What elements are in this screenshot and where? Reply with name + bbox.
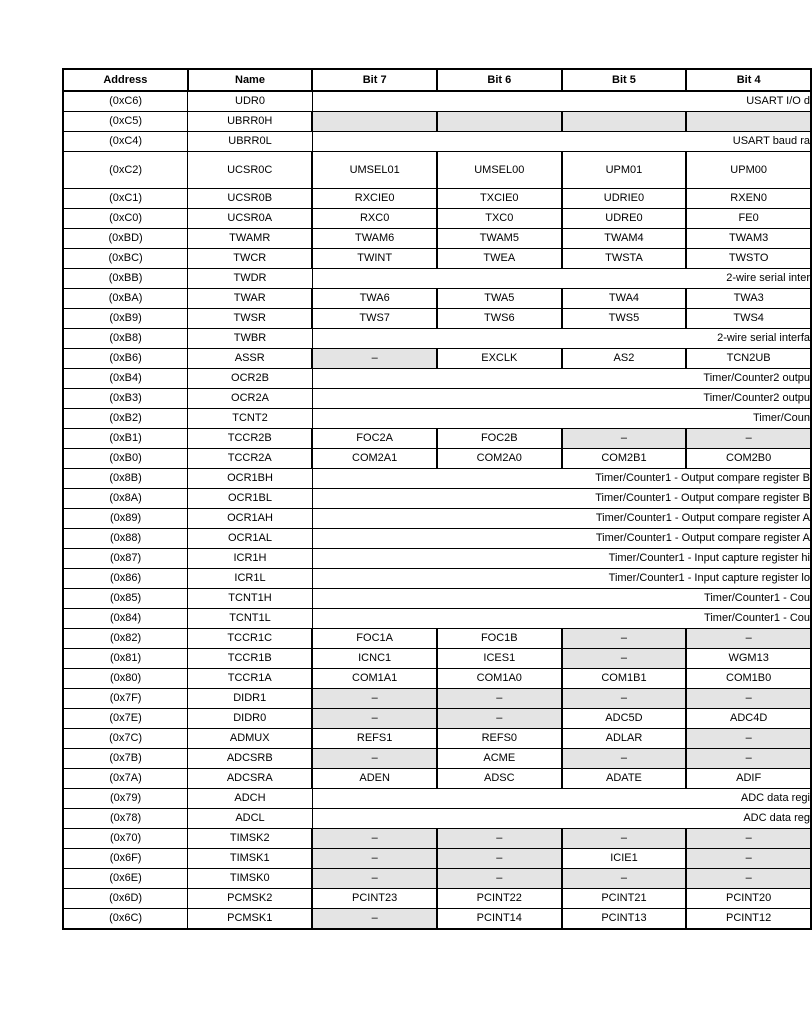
table-body — [63, 91, 811, 929]
table-row — [63, 389, 811, 409]
table-row — [63, 529, 811, 549]
register-address: (0x6F) — [63, 849, 188, 869]
bit-cell: PCINT23 — [312, 889, 437, 909]
table-row — [63, 589, 811, 609]
bit-cell: ADIF — [686, 769, 811, 789]
bit-cell: TWAM5 — [437, 229, 562, 249]
table-row — [63, 649, 811, 669]
register-address: (0xC4) — [63, 132, 188, 152]
register-name: TWAR — [188, 289, 313, 309]
register-description: Timer/Counter1 - Output compare register B — [312, 469, 811, 489]
bit-cell: TWA3 — [686, 289, 811, 309]
bit-cell: TXC0 — [437, 209, 562, 229]
table-row — [63, 809, 811, 829]
register-description: USART I/O d — [312, 91, 811, 112]
register-name: ADCH — [188, 789, 313, 809]
bit-cell: – — [312, 829, 437, 849]
register-address: (0xB3) — [63, 389, 188, 409]
table-row — [63, 349, 811, 369]
register-address: (0x8B) — [63, 469, 188, 489]
bit-cell: FE0 — [686, 209, 811, 229]
bit-cell: PCINT14 — [437, 909, 562, 930]
table-row — [63, 229, 811, 249]
bit-cell: – — [686, 749, 811, 769]
table-row — [63, 132, 811, 152]
bit-cell: TWA4 — [562, 289, 687, 309]
bit-cell: RXC0 — [312, 209, 437, 229]
register-address: (0xB2) — [63, 409, 188, 429]
register-address: (0x87) — [63, 549, 188, 569]
table-row — [63, 152, 811, 189]
register-address: (0x80) — [63, 669, 188, 689]
register-name: TWSR — [188, 309, 313, 329]
table-row — [63, 889, 811, 909]
bit-cell: TWS4 — [686, 309, 811, 329]
table-row — [63, 112, 811, 132]
register-address: (0x7E) — [63, 709, 188, 729]
register-address: (0xB4) — [63, 369, 188, 389]
register-name: ICR1H — [188, 549, 313, 569]
bit-cell: COM1A0 — [437, 669, 562, 689]
table-row — [63, 509, 811, 529]
bit-cell: UPM01 — [562, 152, 687, 189]
bit-cell: – — [312, 869, 437, 889]
register-name: ASSR — [188, 349, 313, 369]
register-name: OCR1BL — [188, 489, 313, 509]
bit-cell — [562, 112, 687, 132]
bit-cell: – — [312, 849, 437, 869]
table-row — [63, 289, 811, 309]
register-address: (0xC5) — [63, 112, 188, 132]
register-address: (0x8A) — [63, 489, 188, 509]
bit-cell — [437, 112, 562, 132]
register-name: TCNT2 — [188, 409, 313, 429]
table-row — [63, 329, 811, 349]
bit-cell: – — [562, 429, 687, 449]
register-description: Timer/Counter2 outpu — [312, 369, 811, 389]
bit-cell: TWAM3 — [686, 229, 811, 249]
bit-cell: PCINT22 — [437, 889, 562, 909]
register-address: (0xB0) — [63, 449, 188, 469]
register-name: PCMSK1 — [188, 909, 313, 930]
table-row — [63, 269, 811, 289]
bit-cell: WGM13 — [686, 649, 811, 669]
register-address: (0x7B) — [63, 749, 188, 769]
register-description: Timer/Counter1 - Cou — [312, 589, 811, 609]
register-name: UBRR0H — [188, 112, 313, 132]
register-name: UDR0 — [188, 91, 313, 112]
register-name: UCSR0B — [188, 189, 313, 209]
register-address: (0xBC) — [63, 249, 188, 269]
bit-cell — [686, 112, 811, 132]
table-row — [63, 409, 811, 429]
register-name: TCNT1H — [188, 589, 313, 609]
bit-cell: COM2B0 — [686, 449, 811, 469]
register-description: Timer/Coun — [312, 409, 811, 429]
bit-cell: – — [437, 849, 562, 869]
bit-cell: – — [562, 869, 687, 889]
register-name: OCR1BH — [188, 469, 313, 489]
table-row — [63, 829, 811, 849]
bit-cell: – — [562, 749, 687, 769]
bit-cell: COM1B0 — [686, 669, 811, 689]
register-name: TWCR — [188, 249, 313, 269]
column-header-bit4: Bit 4 — [686, 69, 811, 91]
bit-cell: EXCLK — [437, 349, 562, 369]
register-name: TIMSK0 — [188, 869, 313, 889]
bit-cell: COM2A1 — [312, 449, 437, 469]
table-row — [63, 629, 811, 649]
register-address: (0x7F) — [63, 689, 188, 709]
bit-cell: COM2A0 — [437, 449, 562, 469]
register-address: (0x81) — [63, 649, 188, 669]
register-table-viewport — [62, 68, 810, 948]
bit-cell: UDRIE0 — [562, 189, 687, 209]
register-address: (0x6D) — [63, 889, 188, 909]
bit-cell: – — [686, 689, 811, 709]
register-address: (0xBB) — [63, 269, 188, 289]
bit-cell: – — [562, 629, 687, 649]
table-row — [63, 429, 811, 449]
column-header-name: Name — [188, 69, 313, 91]
table-row — [63, 749, 811, 769]
bit-cell: – — [686, 869, 811, 889]
register-address: (0xB1) — [63, 429, 188, 449]
bit-cell: ADATE — [562, 769, 687, 789]
register-address: (0x88) — [63, 529, 188, 549]
register-address: (0xBD) — [63, 229, 188, 249]
register-summary-table — [62, 68, 812, 930]
register-address: (0x7A) — [63, 769, 188, 789]
register-address: (0xB9) — [63, 309, 188, 329]
register-description: Timer/Counter1 - Input capture register lo — [312, 569, 811, 589]
register-address: (0xB6) — [63, 349, 188, 369]
bit-cell: FOC2A — [312, 429, 437, 449]
bit-cell: COM2B1 — [562, 449, 687, 469]
bit-cell: – — [562, 689, 687, 709]
bit-cell: RXEN0 — [686, 189, 811, 209]
register-name: ADCSRB — [188, 749, 313, 769]
register-description: Timer/Counter1 - Output compare register A — [312, 529, 811, 549]
bit-cell: UMSEL00 — [437, 152, 562, 189]
column-header-address: Address — [63, 69, 188, 91]
bit-cell: TWA5 — [437, 289, 562, 309]
register-address: (0xB8) — [63, 329, 188, 349]
table-row — [63, 849, 811, 869]
register-address: (0x79) — [63, 789, 188, 809]
bit-cell: TXCIE0 — [437, 189, 562, 209]
table-row — [63, 249, 811, 269]
bit-cell: COM1A1 — [312, 669, 437, 689]
bit-cell: – — [686, 429, 811, 449]
register-name: ADCSRA — [188, 769, 313, 789]
register-name: TCCR1B — [188, 649, 313, 669]
table-row — [63, 189, 811, 209]
register-name: UCSR0C — [188, 152, 313, 189]
bit-cell: RXCIE0 — [312, 189, 437, 209]
table-row — [63, 309, 811, 329]
bit-cell: TWS7 — [312, 309, 437, 329]
table-row — [63, 769, 811, 789]
register-name: OCR1AL — [188, 529, 313, 549]
bit-cell: TWINT — [312, 249, 437, 269]
register-name: TCCR2A — [188, 449, 313, 469]
bit-cell: – — [437, 709, 562, 729]
register-name: OCR1AH — [188, 509, 313, 529]
bit-cell: – — [312, 749, 437, 769]
table-row — [63, 669, 811, 689]
register-name: OCR2B — [188, 369, 313, 389]
register-description: Timer/Counter1 - Input capture register hi — [312, 549, 811, 569]
bit-cell: TWAM6 — [312, 229, 437, 249]
register-address: (0x82) — [63, 629, 188, 649]
bit-cell: REFS1 — [312, 729, 437, 749]
bit-cell: – — [437, 869, 562, 889]
bit-cell: ADEN — [312, 769, 437, 789]
table-row — [63, 209, 811, 229]
register-name: TCNT1L — [188, 609, 313, 629]
bit-cell: – — [437, 689, 562, 709]
register-address: (0x6E) — [63, 869, 188, 889]
register-description: Timer/Counter1 - Output compare register B — [312, 489, 811, 509]
table-header-row — [63, 69, 811, 91]
bit-cell: ICIE1 — [562, 849, 687, 869]
register-name: TCCR2B — [188, 429, 313, 449]
register-name: DIDR1 — [188, 689, 313, 709]
bit-cell: UPM00 — [686, 152, 811, 189]
register-description: 2-wire serial inter — [312, 269, 811, 289]
register-description: Timer/Counter1 - Output compare register A — [312, 509, 811, 529]
bit-cell: COM1B1 — [562, 669, 687, 689]
bit-cell: FOC1B — [437, 629, 562, 649]
register-description: ADC data reg — [312, 809, 811, 829]
bit-cell: ICES1 — [437, 649, 562, 669]
bit-cell: – — [312, 909, 437, 930]
register-address: (0x6C) — [63, 909, 188, 930]
bit-cell: ADSC — [437, 769, 562, 789]
bit-cell: TWSTA — [562, 249, 687, 269]
bit-cell: PCINT12 — [686, 909, 811, 930]
register-address: (0xBA) — [63, 289, 188, 309]
bit-cell: – — [312, 709, 437, 729]
bit-cell: FOC1A — [312, 629, 437, 649]
bit-cell: ADC5D — [562, 709, 687, 729]
register-address: (0xC1) — [63, 189, 188, 209]
register-address: (0xC0) — [63, 209, 188, 229]
bit-cell: TWS6 — [437, 309, 562, 329]
column-header-bit7: Bit 7 — [312, 69, 437, 91]
register-description: Timer/Counter2 outpu — [312, 389, 811, 409]
table-row — [63, 489, 811, 509]
table-row — [63, 789, 811, 809]
register-description: USART baud ra — [312, 132, 811, 152]
table-row — [63, 91, 811, 112]
register-address: (0x89) — [63, 509, 188, 529]
register-name: TCCR1C — [188, 629, 313, 649]
register-address: (0x78) — [63, 809, 188, 829]
column-header-bit6: Bit 6 — [437, 69, 562, 91]
register-name: DIDR0 — [188, 709, 313, 729]
register-address: (0x85) — [63, 589, 188, 609]
bit-cell: – — [686, 729, 811, 749]
bit-cell: PCINT21 — [562, 889, 687, 909]
register-address: (0x7C) — [63, 729, 188, 749]
bit-cell: UMSEL01 — [312, 152, 437, 189]
table-row — [63, 549, 811, 569]
bit-cell: – — [686, 849, 811, 869]
bit-cell: TWS5 — [562, 309, 687, 329]
register-address: (0x70) — [63, 829, 188, 849]
bit-cell: ACME — [437, 749, 562, 769]
register-address: (0xC2) — [63, 152, 188, 189]
bit-cell: PCINT13 — [562, 909, 687, 930]
bit-cell: ADC4D — [686, 709, 811, 729]
register-name: TWBR — [188, 329, 313, 349]
register-address: (0x84) — [63, 609, 188, 629]
bit-cell: TWSTO — [686, 249, 811, 269]
bit-cell: ADLAR — [562, 729, 687, 749]
register-name: TIMSK1 — [188, 849, 313, 869]
bit-cell: – — [686, 829, 811, 849]
register-name: TIMSK2 — [188, 829, 313, 849]
table-row — [63, 609, 811, 629]
bit-cell: UDRE0 — [562, 209, 687, 229]
bit-cell: – — [562, 829, 687, 849]
register-name: ADMUX — [188, 729, 313, 749]
table-row — [63, 909, 811, 930]
table-row — [63, 709, 811, 729]
register-address: (0xC6) — [63, 91, 188, 112]
register-name: UCSR0A — [188, 209, 313, 229]
register-name: OCR2A — [188, 389, 313, 409]
bit-cell: – — [437, 829, 562, 849]
bit-cell: TCN2UB — [686, 349, 811, 369]
register-name: UBRR0L — [188, 132, 313, 152]
table-row — [63, 569, 811, 589]
table-row — [63, 369, 811, 389]
bit-cell — [312, 112, 437, 132]
bit-cell: TWA6 — [312, 289, 437, 309]
register-name: ADCL — [188, 809, 313, 829]
bit-cell: – — [312, 689, 437, 709]
register-description: ADC data regi — [312, 789, 811, 809]
register-address: (0x86) — [63, 569, 188, 589]
bit-cell: ICNC1 — [312, 649, 437, 669]
register-description: 2-wire serial interfa — [312, 329, 811, 349]
bit-cell: TWEA — [437, 249, 562, 269]
table-row — [63, 469, 811, 489]
register-name: TCCR1A — [188, 669, 313, 689]
table-row — [63, 869, 811, 889]
register-name: TWAMR — [188, 229, 313, 249]
table-row — [63, 449, 811, 469]
register-description: Timer/Counter1 - Cou — [312, 609, 811, 629]
register-name: ICR1L — [188, 569, 313, 589]
bit-cell: TWAM4 — [562, 229, 687, 249]
bit-cell: REFS0 — [437, 729, 562, 749]
table-row — [63, 729, 811, 749]
column-header-bit5: Bit 5 — [562, 69, 687, 91]
bit-cell: FOC2B — [437, 429, 562, 449]
bit-cell: – — [562, 649, 687, 669]
table-row — [63, 689, 811, 709]
register-name: TWDR — [188, 269, 313, 289]
bit-cell: AS2 — [562, 349, 687, 369]
bit-cell: PCINT20 — [686, 889, 811, 909]
register-name: PCMSK2 — [188, 889, 313, 909]
bit-cell: – — [686, 629, 811, 649]
bit-cell: – — [312, 349, 437, 369]
